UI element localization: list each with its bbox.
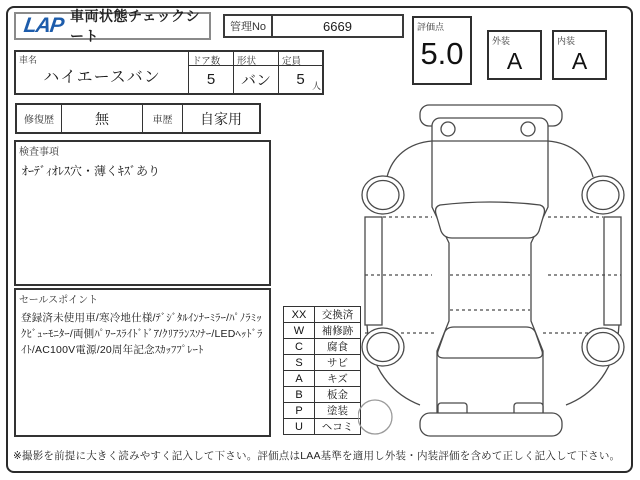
legend-code: XX	[284, 307, 315, 323]
legend-code: W	[284, 323, 315, 339]
legend-meaning: 交換済	[315, 307, 361, 323]
legend-code: P	[284, 403, 315, 419]
shape-value: バン	[240, 71, 271, 89]
capacity-unit: 人	[311, 81, 321, 91]
legend-code: S	[284, 355, 315, 371]
vehicle-info-table	[14, 50, 324, 95]
sales-points-text: 登録済未使用車/寒冷地仕様/ﾃﾞｼﾞﾀﾙｲﾝﾅｰﾐﾗｰ/ﾊﾟﾉﾗﾐｯｸﾋﾞｭｰﾓﾆﾀｰ/両側ﾊﾟﾜｰｽﾗｲﾄﾞﾄﾞｱ/ｸﾘｱﾗﾝｽｿﾅｰ/LEDﾍｯﾄﾞﾗｲﾄ/AC100V電源/20周年記念ｽｶｯﾌﾌﾟﾚｰﾄ	[21, 312, 263, 356]
usage-history-value: 自家用	[200, 110, 242, 127]
left-side-panel	[365, 217, 382, 325]
sales-points-label: セールスポイント	[19, 295, 99, 306]
right-side-panel	[604, 217, 621, 325]
vehicle-name-label: 車名	[19, 55, 38, 65]
wheel-front-left	[362, 328, 404, 366]
overall-score-box	[412, 16, 472, 85]
shape-cell	[234, 52, 279, 93]
legend-row	[284, 339, 361, 355]
legend-code: U	[284, 419, 315, 435]
repair-history-label: 修復歴	[17, 105, 62, 132]
overall-score-value: 5.0	[420, 36, 464, 71]
legend-row	[284, 387, 361, 403]
left-rear-fender	[387, 141, 432, 177]
wheel-rear-left	[362, 176, 404, 214]
legend-row	[284, 419, 361, 435]
vehicle-name-cell	[16, 52, 189, 93]
legend-meaning: ヘコミ	[315, 419, 361, 435]
right-rear-fender	[548, 141, 593, 177]
capacity-cell	[279, 52, 322, 93]
sales-points-box	[14, 288, 271, 437]
exterior-grade-value: A	[506, 48, 523, 74]
interior-grade-box	[552, 30, 607, 80]
wheel-front-right	[582, 328, 624, 366]
exterior-grade-label: 外装	[492, 36, 511, 46]
usage-history-label: 車歴	[143, 105, 183, 132]
inspection-label: 検査事項	[19, 147, 59, 158]
interior-grade-label: 内装	[557, 36, 576, 46]
legend-meaning: 板金	[315, 387, 361, 403]
legend-row	[284, 355, 361, 371]
legend-row	[284, 307, 361, 323]
doors-cell	[189, 52, 234, 93]
doors-label: ドア数	[189, 52, 233, 66]
legend-row	[284, 403, 361, 419]
overall-score-label: 評価点	[417, 22, 445, 32]
vehicle-name-value: ハイエースバン	[43, 69, 161, 86]
manage-no-label: 管理No	[223, 14, 273, 38]
shape-label: 形状	[234, 52, 278, 66]
capacity-number: 5	[296, 70, 305, 88]
capacity-label: 定員	[279, 52, 322, 66]
condition-legend-table	[283, 306, 361, 435]
legend-meaning: 塗装	[315, 403, 361, 419]
windshield-outline	[438, 327, 543, 358]
legend-code: C	[284, 339, 315, 355]
inspection-text: ｵｰﾃﾞｨｵﾚｽ穴・薄くｷｽﾞあり	[22, 164, 161, 178]
legend-code: B	[284, 387, 315, 403]
body-outline	[432, 118, 548, 425]
footer-note: ※撮影を前提に大きく読みやすく記入して下さい。評価点はLAA基準を適用し外装・内装評価を含めて正しく記入して下さい。	[13, 450, 621, 462]
legend-meaning: キズ	[315, 371, 361, 387]
inspection-box	[14, 140, 271, 286]
doors-value: 5	[206, 70, 216, 88]
lap-logo: LAP	[22, 14, 65, 37]
interior-grade-value: A	[571, 48, 588, 74]
history-table	[15, 103, 261, 134]
exterior-grade-box	[487, 30, 542, 80]
legend-meaning: サビ	[315, 355, 361, 371]
wheel-rear-right	[582, 176, 624, 214]
legend-row	[284, 323, 361, 339]
header-logo-box	[14, 8, 211, 44]
repair-history-value: 無	[62, 105, 143, 132]
sheet-title: 車両状態チェックシート	[70, 8, 201, 44]
manage-no-value: 6669	[272, 14, 404, 38]
legend-meaning: 補修跡	[315, 323, 361, 339]
legend-meaning: 腐食	[315, 339, 361, 355]
capacity-value	[279, 66, 322, 92]
stamp-circle	[358, 400, 392, 434]
rear-glass-outline	[436, 202, 545, 238]
legend-row	[284, 371, 361, 387]
legend-code: A	[284, 371, 315, 387]
front-bumper-outline	[420, 413, 562, 436]
vehicle-unfolded-outline-diagram	[358, 95, 630, 445]
